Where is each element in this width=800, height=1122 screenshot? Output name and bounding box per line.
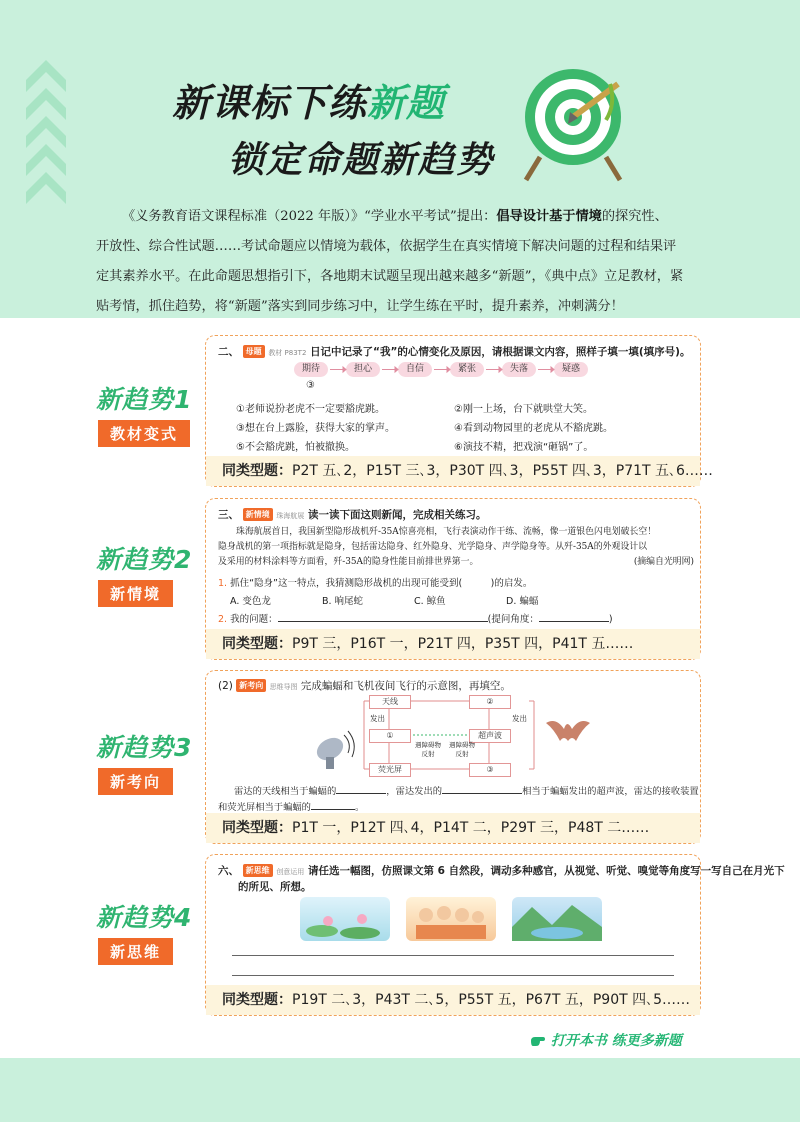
mood-pill: 自信 [398, 362, 432, 377]
flow-diagram [364, 695, 534, 787]
question-tag: 母题 [243, 345, 265, 358]
arrow-label: 发出 [370, 714, 385, 723]
hand-pointer-icon [530, 1033, 546, 1047]
similar-questions-bar: 同类型题：P1T 一，P12T 四､4，P14T 二，P29T 三，P48T 二…… [206, 813, 700, 843]
option-text: ⑤不会豁虎跳，怕被撤换。 [236, 442, 355, 453]
trend-sub: 新情境 [98, 580, 173, 607]
node-blank-3[interactable]: ③ [469, 763, 511, 777]
question-header: (2) 新考向 思维导图 完成蝙蝠和飞机夜间飞行的示意图，再填空。 [218, 680, 511, 692]
option-text: ③想在台上露脸，获得大家的掌声。 [236, 423, 395, 434]
footer-band [0, 1058, 800, 1122]
answer-blank[interactable] [442, 793, 522, 794]
trend-label-1 [96, 380, 206, 447]
question-header: 六、 新思维 创意运用 请任选一幅图，仿照课文第 6 自然段，调动多种感官，从视觉、听觉、嗅觉等角度写一写自己在月光下 [218, 865, 785, 877]
arrow-right-icon [294, 362, 654, 377]
question-1: 1. 抓住“隐身”这一特点，我猜测隐形战机的出现可能受到( )的启发。 [218, 578, 533, 589]
question-header: 三、 新情境 珠海航展 读一读下面这则新闻，完成相关练习。 [218, 509, 487, 521]
bottom-cta: 打开本书 练更多新题 [530, 1030, 682, 1050]
node-ultrasound: 超声波 [469, 729, 511, 743]
question-tag-ref: 教材 P83T2 [268, 349, 307, 357]
trend-name: 新趋势4 [96, 903, 193, 932]
trend-name: 新趋势1 [96, 385, 193, 414]
question-tag-ref: 珠海航展 [276, 512, 305, 520]
mood-pill: 紧张 [450, 362, 484, 377]
question-tag: 新情境 [243, 508, 273, 521]
trend-sub: 教材变式 [98, 420, 190, 447]
intro-line-3: 定其素养水平。在此命题思想指引下，各地期末试题呈现出越来越多“新题”，《典中点》立足教材，紧 [96, 269, 684, 284]
trend-label-3 [96, 728, 206, 795]
choice-a[interactable]: A. 变色龙 [230, 596, 271, 607]
trend-label-4 [96, 898, 206, 965]
question-2: 2. 我的问题： (提问角度： ) [218, 614, 613, 625]
answer-blank[interactable] [336, 793, 386, 794]
mountain-lake-image [512, 897, 602, 941]
intro-line-1: 《义务教育语文课程标准（2022 年版）》“学业水平考试”提出：倡导设计基于情境的探究性、 [122, 209, 668, 224]
question-tag-ref: 创意运用 [276, 868, 305, 876]
question-tag: 新考向 [236, 679, 266, 692]
exercise-card-3 [205, 670, 701, 844]
intro-line-2: 开放性、综合性试题……考试命题应以情境为载体，依据学生在真实情境下解决问题的过程和结果评 [96, 239, 677, 254]
intro-line-4: 贴考情，抓住趋势，将“新题”落实到同步练习中，让学生练在平时，提升素养，冲刺满分！ [96, 299, 624, 314]
lotus-illustration [300, 897, 390, 941]
option-text: ⑥演技不精，把戏演“砸锅”了。 [454, 442, 594, 453]
mood-fill-answer: ③ [306, 380, 315, 391]
answer-blank[interactable] [539, 621, 609, 622]
node-blank-2[interactable]: ② [469, 695, 511, 709]
main-title-line2: 锁定命题新趋势 [228, 140, 495, 181]
target-icon [518, 62, 628, 182]
family-image [406, 897, 496, 941]
lotus-pond-image [300, 897, 390, 941]
trend-sub: 新思维 [98, 938, 173, 965]
mood-pill: 期待 [294, 362, 328, 377]
exercise-card-1 [205, 335, 713, 487]
intro-paragraph [96, 202, 718, 322]
question-header-cont: 的所见、所想。 [238, 881, 312, 893]
radar-icon [310, 727, 356, 773]
answer-blank[interactable] [311, 809, 355, 810]
question-tag-ref: 思维导图 [269, 683, 298, 691]
node-blank-1[interactable]: ① [369, 729, 411, 743]
similar-questions-bar: 同类型题：P9T 三，P16T 一，P21T 四，P35T 四，P41T 五…… [206, 629, 700, 659]
trend-sub: 新考向 [98, 768, 173, 795]
arrow-label: 发出 [512, 714, 527, 723]
answer-blank[interactable] [278, 621, 488, 622]
option-text: ①老师说扮老虎不一定要豁虎跳。 [236, 404, 385, 415]
title-part1: 新课标下练 [172, 81, 368, 125]
chevron-up-icon [26, 58, 66, 228]
exercise-card-2 [205, 498, 701, 660]
question-tag: 新思维 [243, 864, 273, 877]
bat-icon [544, 711, 590, 743]
node-screen: 荧光屏 [369, 763, 411, 777]
fill-sentence-line2: 和荧光屏相当于蝙蝠的 。 [218, 802, 365, 813]
trend-name: 新趋势2 [96, 545, 193, 574]
question-header: 二、 母题 教材 P83T2 日记中记录了“我”的心情变化及原因，请根据课文内容，照样子填一填(填序号)。 [218, 346, 691, 358]
arrow-label: 遇障碍物反射 [449, 741, 475, 758]
family-illustration [406, 897, 496, 941]
arrow-label: 遇障碍物反射 [415, 741, 441, 758]
mood-pill: 失落 [502, 362, 536, 377]
mood-chain [294, 362, 654, 377]
similar-questions-bar: 同类型题：P19T 二､3，P43T 二､5，P55T 五，P67T 五，P90T 四､5…… [206, 985, 700, 1015]
title-part2: 新题 [367, 81, 446, 125]
writing-line[interactable] [232, 975, 674, 976]
trend-label-2 [96, 540, 206, 607]
choice-c[interactable]: C. 鲸鱼 [414, 596, 446, 607]
landscape-illustration [512, 897, 602, 941]
similar-questions-bar: 同类型题：P2T 五､2，P15T 三､3，P30T 四､3，P55T 四､3，P71T 五､6…… [206, 456, 700, 486]
option-text: ②刚一上场，台下就哄堂大笑。 [454, 404, 593, 415]
mood-pill: 疑惑 [554, 362, 588, 377]
choice-d[interactable]: D. 蝙蝠 [506, 596, 539, 607]
main-title-line1 [172, 72, 445, 127]
exercise-card-4 [205, 854, 785, 1016]
writing-line[interactable] [232, 955, 674, 956]
node-antenna: 天线 [369, 695, 411, 709]
mood-pill: 担心 [346, 362, 380, 377]
choice-b[interactable]: B. 响尾蛇 [322, 596, 364, 607]
trend-name: 新趋势3 [96, 733, 193, 762]
option-text: ④看到动物园里的老虎从不豁虎跳。 [454, 423, 613, 434]
news-passage: 珠海航展首日，我国新型隐形战机歼-35A惊喜亮相，飞行表演动作干练、流畅，像一道银色闪电划破长空！ 隐身战机的第一项指标就是隐身，包括雷达隐身、红外隐身、光学隐身、声学隐身等。从歼-35A的外观设计以 及采用的材料涂料等方面看，歼-35A的隐身性能目前排世界第一。 (摘编自光明网) [218, 527, 694, 567]
fill-sentence-line1: 雷达的天线相当于蝙蝠的 ，雷达发出的 相当于蝙蝠发出的超声波，雷达的接收装置 [234, 786, 699, 797]
